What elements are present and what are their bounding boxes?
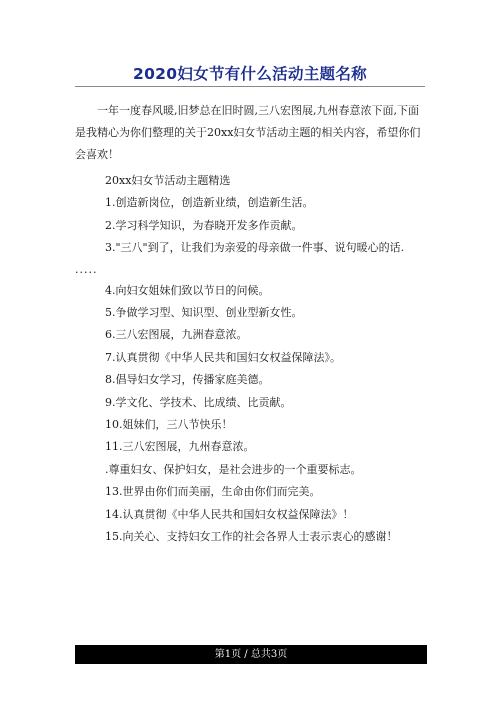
list-item: 5.争做学习型、知识型、创业型新女性。 bbox=[105, 306, 303, 320]
list-item: 4.向妇女姐妹们致以节日的问候。 bbox=[105, 283, 270, 297]
list-item: 1.创造新岗位，创造新业绩，创造新生活。 bbox=[105, 196, 314, 210]
list-item: 15.向关心、支持妇女工作的社会各界人士表示衷心的感谢！ bbox=[105, 530, 398, 544]
document-body bbox=[75, 100, 427, 549]
list-item-continuation: ..... bbox=[75, 262, 98, 276]
list-item: 13.世界由你们而美丽，生命由你们而完美。 bbox=[105, 485, 321, 499]
list-item: 8.倡导妇女学习，传播家庭美德。 bbox=[105, 373, 270, 387]
intro-paragraph: 一年一度春风暖,旧梦总在旧时圆,三八宏图展,九州春意浓下面,下面是我精心为你们整理的关于20xx妇女节活动主题的相关内容，希望你们会喜欢！ bbox=[75, 104, 421, 161]
list-item: .尊重妇女、保护妇女，是社会进步的一个重要标志。 bbox=[105, 462, 362, 476]
list-item: 9.学文化、学技术、比成绩、比贡献。 bbox=[105, 395, 292, 409]
list-item: 10.姐妹们，三八节快乐！ bbox=[105, 418, 233, 432]
list-item: 2.学习科学知识，为春晓开发多作贡献。 bbox=[105, 218, 303, 232]
list-item: 6.三八宏图展，九洲春意浓。 bbox=[105, 328, 248, 342]
section-title: 20xx妇女节活动主题精选 bbox=[105, 174, 231, 187]
list-item: 11.三八宏图展，九州春意浓。 bbox=[105, 440, 255, 454]
page-footer: 第1页 / 总共3页 bbox=[75, 645, 427, 664]
title-divider bbox=[75, 86, 425, 87]
list-item: 3."三八"到了，让我们为亲爱的母亲做一件事、说句暖心的话. bbox=[105, 241, 405, 255]
page-title: 2020妇女节有什么活动主题名称 bbox=[133, 65, 367, 83]
list-item: 7.认真贯彻《中华人民共和国妇女权益保障法》。 bbox=[105, 350, 341, 364]
list-item: 14.认真贯彻《中华人民共和国妇女权益保障法》！ bbox=[105, 507, 354, 521]
